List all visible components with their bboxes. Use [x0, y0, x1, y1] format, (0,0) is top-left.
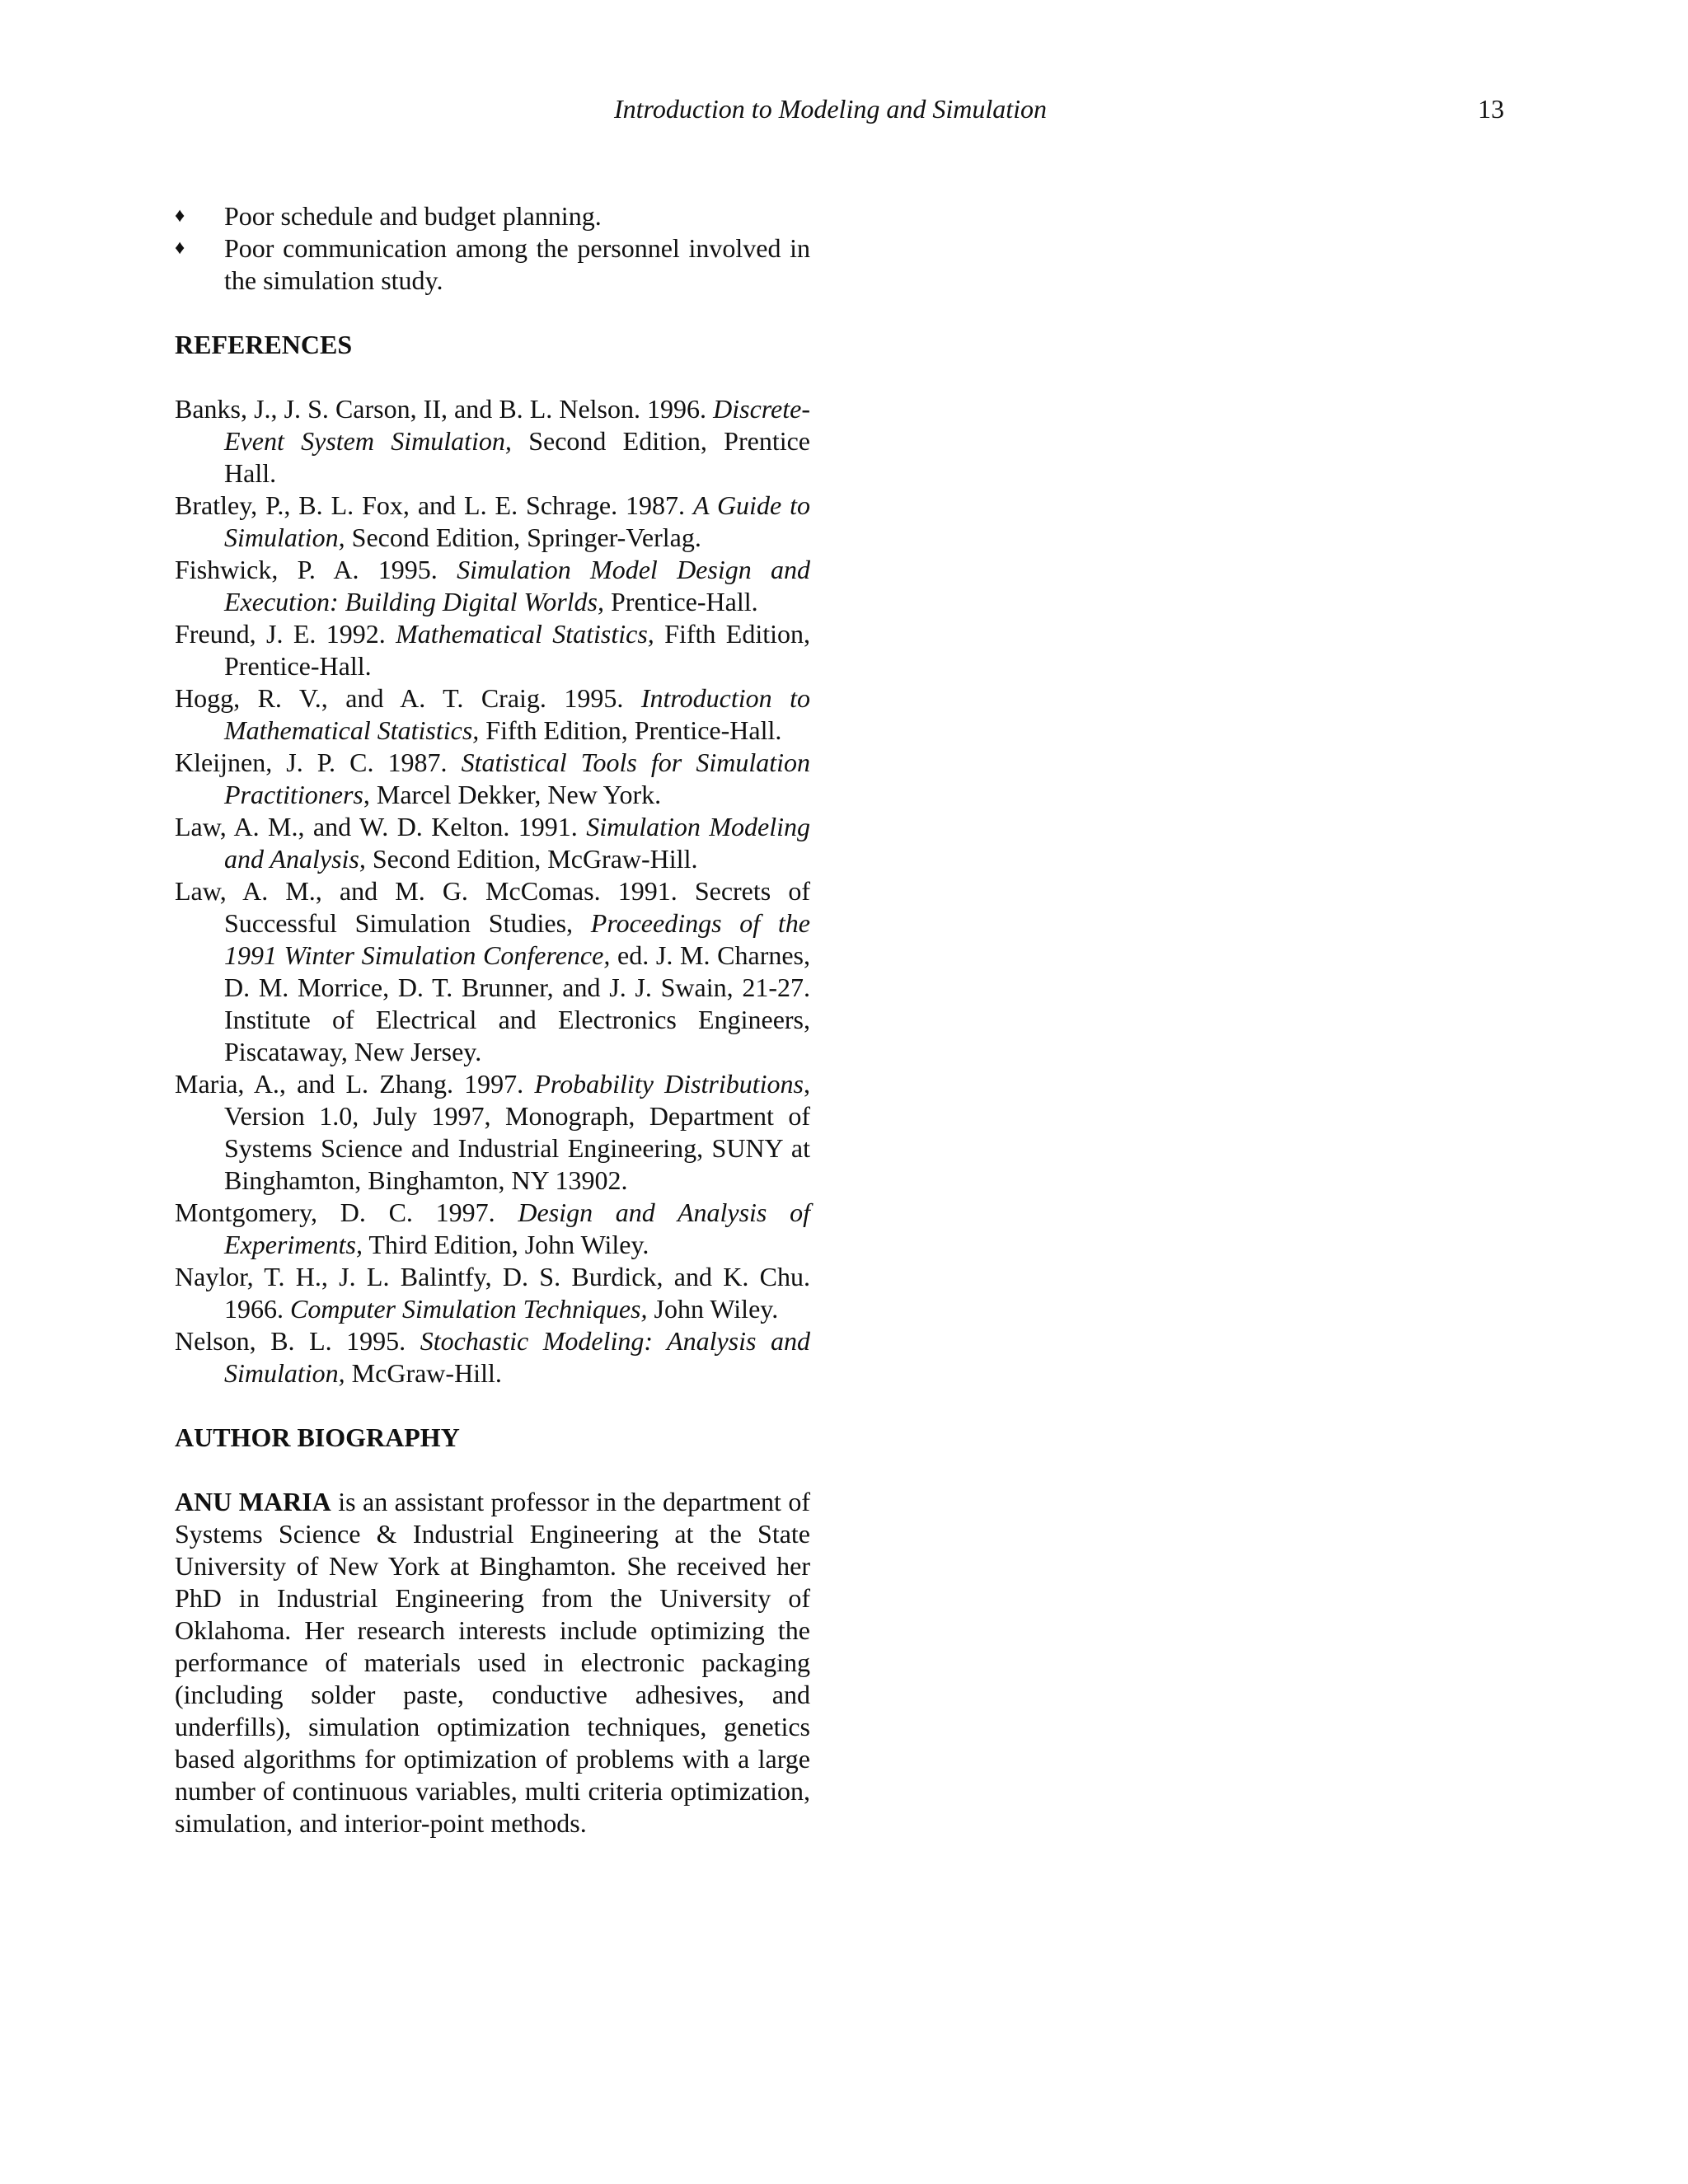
ref-publisher: , Marcel Dekker, New York. [363, 780, 662, 809]
author-name: ANU MARIA [175, 1487, 331, 1516]
author-biography-heading: AUTHOR BIOGRAPHY [175, 1422, 460, 1452]
ref-publisher: Fifth Edition, Prentice-Hall. [224, 619, 811, 681]
ref-title: A Guide to Simulation, [224, 490, 810, 552]
ref-title: Probability Distributions [534, 1069, 804, 1099]
ref-authors: Banks, J., J. S. Carson, II, and B. L. Nelson. 1996. [175, 394, 714, 424]
ref-publisher: Third Edition, John Wiley. [362, 1230, 649, 1259]
bullet-text: Poor schedule and budget planning. [224, 201, 602, 231]
ref-authors: Kleijnen, J. P. C. 1987. [175, 748, 462, 777]
reference-item [175, 1325, 810, 1390]
ref-title: Stochastic Modeling: Analysis and Simulation, [224, 1326, 811, 1388]
ref-publisher: McGraw-Hill. [345, 1358, 502, 1388]
diamond-bullet-icon: ♦ [175, 205, 185, 227]
reference-item [175, 490, 810, 554]
biography-text: is an assistant professor in the department of Systems Science & Industrial Engineering at the State University of New York at Binghamton. She received her PhD in Industrial Engineering from the University of Oklahoma. Her research interests include optimizing the performance of materials used in electronic packaging (including solder paste, conductive adhesives, and underfills), simulation optimization techniques, genetics based algorithms for optimization of problems with a large number of continuous variables, multi criteria optimization, simulation, and interior-point methods. [175, 1487, 811, 1838]
bullet-list [175, 200, 810, 297]
ref-title: Discrete-Event System Simulation, [224, 394, 810, 456]
reference-item [175, 747, 810, 811]
ref-publisher: , Version 1.0, July 1997, Monograph, Department of Systems Science and Industrial Engineering, SUNY at Binghamton, Binghamton, NY 13902. [224, 1069, 811, 1195]
reference-item [175, 393, 810, 490]
ref-authors: Bratley, P., B. L. Fox, and L. E. Schrage. 1987. [175, 490, 694, 520]
reference-item [175, 1068, 810, 1197]
ref-publisher: Second Edition, McGraw-Hill. [365, 844, 698, 874]
reference-item [175, 811, 810, 875]
ref-authors: Hogg, R. V., and A. T. Craig. 1995. [175, 683, 641, 713]
ref-authors: Law, A. M., and M. G. McComas. 1991. Secrets of Successful Simulation Studies, [175, 876, 810, 938]
ref-authors: Fishwick, P. A. 1995. [175, 555, 457, 584]
ref-publisher: ed. J. M. Charnes, D. M. Morrice, D. T. Brunner, and J. J. Swain, 21-27. Institute of Electrical and Electronics Engineers, Piscataway, New Jersey. [224, 940, 811, 1066]
ref-authors: Naylor, T. H., J. L. Balintfy, D. S. Burdick, and K. Chu. 1966. [175, 1262, 810, 1324]
bullet-item [175, 200, 810, 232]
references-heading: REFERENCES [175, 330, 353, 359]
left-column [175, 200, 810, 1840]
ref-title: Mathematical Statistics, [396, 619, 654, 649]
reference-item [175, 1197, 810, 1261]
ref-authors: Maria, A., and L. Zhang. 1997. [175, 1069, 535, 1099]
ref-title: Design and Analysis of Experiments, [224, 1197, 811, 1259]
ref-publisher: Prentice-Hall. [604, 587, 758, 616]
reference-item [175, 554, 810, 618]
running-header [0, 91, 1688, 132]
ref-publisher: Second Edition, Prentice Hall. [224, 426, 811, 488]
reference-item [175, 618, 810, 682]
running-title: Introduction to Modeling and Simulation [614, 94, 1047, 124]
bullet-text: Poor communication among the personnel involved in the simulation study. [224, 233, 810, 295]
reference-item [175, 1261, 810, 1325]
ref-authors: Nelson, B. L. 1995. [175, 1326, 420, 1356]
ref-title: Proceedings of the 1991 Winter Simulation Conference, [224, 908, 811, 970]
ref-title: Introduction to Mathematical Statistics, [224, 683, 810, 745]
ref-title: Statistical Tools for Simulation Practitioners [224, 748, 811, 809]
reference-list [175, 393, 810, 1390]
ref-authors: Freund, J. E. 1992. [175, 619, 396, 649]
ref-publisher: Fifth Edition, Prentice-Hall. [479, 715, 782, 745]
ref-authors: Montgomery, D. C. 1997. [175, 1197, 518, 1227]
ref-authors: Law, A. M., and W. D. Kelton. 1991. [175, 812, 587, 841]
ref-title: Simulation Modeling and Analysis, [224, 812, 811, 874]
reference-item [175, 682, 810, 747]
ref-title: Computer Simulation Techniques, [290, 1294, 648, 1324]
ref-title: Simulation Model Design and Execution: Building Digital Worlds, [224, 555, 811, 616]
diamond-bullet-icon: ♦ [175, 237, 185, 259]
bullet-item [175, 232, 810, 297]
ref-publisher: John Wiley. [647, 1294, 779, 1324]
ref-publisher: Second Edition, Springer-Verlag. [345, 523, 701, 552]
page-number: 13 [1478, 94, 1504, 124]
author-biography [175, 1486, 810, 1840]
reference-item [175, 875, 810, 1068]
